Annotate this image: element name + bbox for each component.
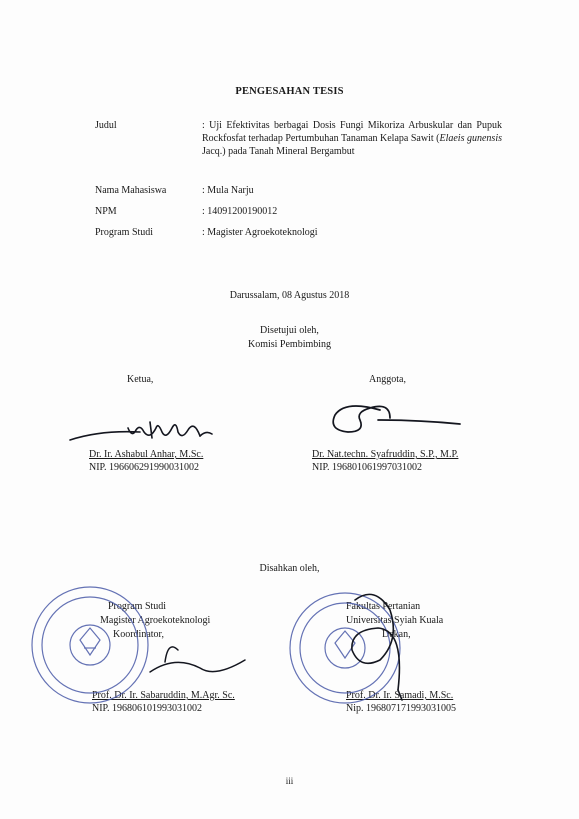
page-number: iii [285, 776, 294, 786]
judul-text-prefix: : Uji Efektivitas berbagai Dosis Fungi Mikoriza Arbuskular dan Pupuk Rockfosfat terhadap Pertumbuhan Tanaman Kelapa Sawit ( [202, 120, 502, 144]
committee-label: Komisi Pembimbing [247, 339, 332, 350]
fakultas-line-1: Fakultas Pertanian [346, 601, 421, 612]
judul-text-suffix: Jacq.) pada Tanah Mineral Bergambut [202, 146, 355, 157]
anggota-nip: NIP. 196801061997031002 [312, 462, 423, 473]
approved-by: Disetujui oleh, [260, 325, 319, 336]
ketua-name: Dr. Ir. Ashabul Anhar, M.Sc. [89, 449, 204, 460]
anggota-signature-icon [333, 406, 460, 432]
place-date: Darussalam, 08 Agustus 2018 [229, 290, 350, 301]
field-value-judul [202, 119, 502, 158]
page-title: PENGESAHAN TESIS [235, 86, 344, 97]
fakultas-line-3: Dekan, [382, 629, 411, 640]
field-value-nama: : Mula Narju [202, 185, 254, 196]
anggota-name: Dr. Nat.techn. Syafruddin, S.P., M.P. [312, 449, 459, 460]
field-label-npm: NPM [95, 206, 117, 217]
field-label-judul: Judul [95, 120, 117, 131]
ketua-nip: NIP. 196606291990031002 [89, 462, 200, 473]
prodi-line-2: Magister Agroekoteknologi [100, 615, 211, 626]
field-label-prodi: Program Studi [95, 227, 154, 238]
prodi-line-3: Koordinator, [113, 629, 164, 640]
ketua-label: Ketua, [127, 374, 154, 385]
field-value-npm: : 14091200190012 [202, 206, 278, 217]
dekan-name: Prof. Dr. Ir. Samadi, M.Sc. [346, 690, 454, 701]
field-value-prodi: : Magister Agroekoteknologi [202, 227, 318, 238]
field-label-nama: Nama Mahasiswa [95, 185, 167, 196]
fakultas-line-2: Universitas Syiah Kuala [346, 615, 444, 626]
prodi-coordinator-nip: NIP. 196806101993031002 [92, 703, 203, 714]
prodi-line-1: Program Studi [108, 601, 167, 612]
prodi-coordinator-signature-icon [150, 647, 245, 672]
ratified-by: Disahkan oleh, [259, 563, 320, 574]
anggota-label: Anggota, [369, 374, 406, 385]
ketua-signature-icon [70, 422, 212, 440]
judul-text-italic: Elaeis gunensis [439, 133, 502, 144]
dekan-nip: Nip. 196807171993031005 [346, 703, 456, 714]
prodi-coordinator-name: Prof. Dr. Ir. Sabaruddin, M.Agr. Sc. [92, 690, 235, 701]
